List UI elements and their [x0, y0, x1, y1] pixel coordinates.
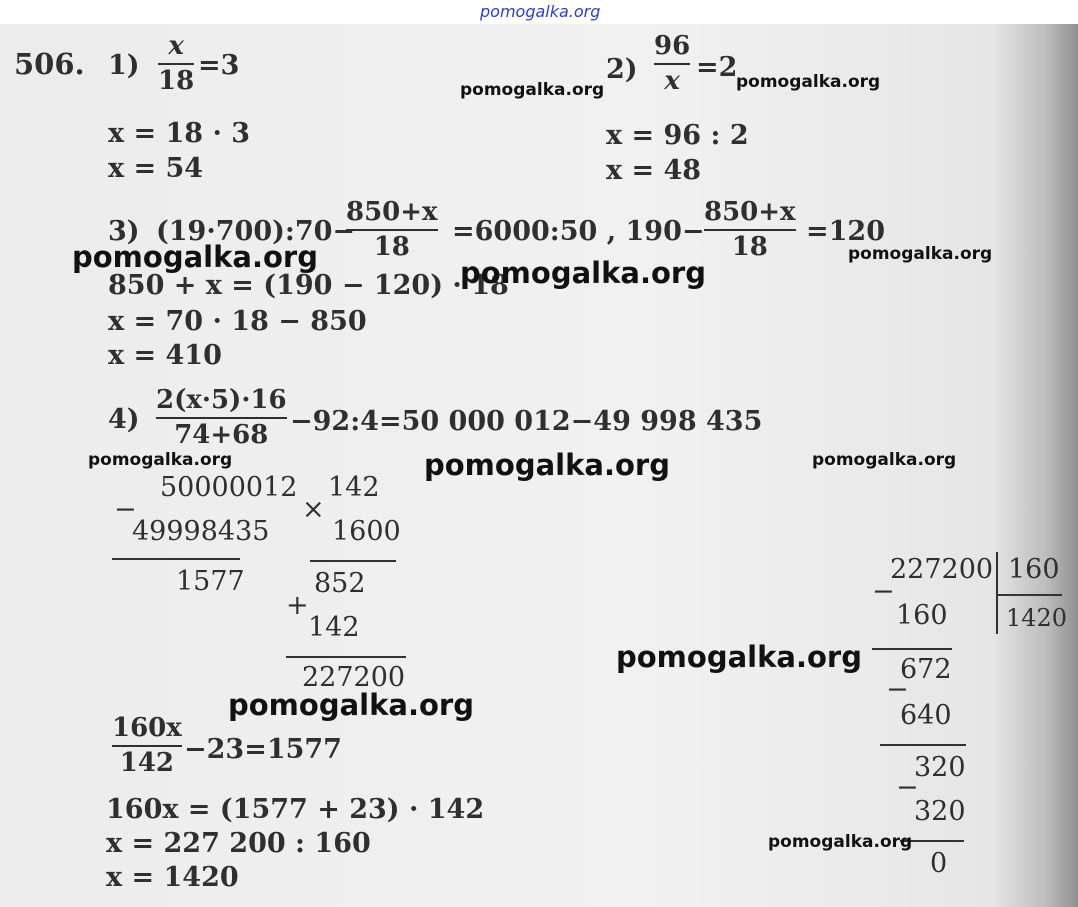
p4-step1: 160x = (1577 + 23) · 142: [106, 794, 485, 825]
sub-minuend: 50000012: [160, 472, 298, 503]
p3-step3: x = 410: [108, 340, 222, 371]
p3-numerator-2: 850+x: [704, 197, 796, 227]
div-quotient: 1420: [1006, 604, 1068, 632]
fraction-bar: [346, 229, 438, 231]
p1-numerator: x: [168, 31, 184, 61]
problem-number: 506.: [14, 47, 85, 81]
mul-factor-a: 142: [328, 472, 380, 503]
mul-partial-2: 142: [308, 612, 360, 643]
watermark: pomogalka.org: [736, 72, 881, 92]
p2-numerator: 96: [654, 31, 691, 61]
watermark: pomogalka.org: [848, 244, 993, 264]
p3-middle: =6000:50 , 190−: [452, 216, 705, 247]
p3-numerator-1: 850+x: [346, 197, 438, 227]
sub-result-line: [112, 558, 240, 560]
mul-partial-1: 852: [314, 568, 366, 599]
p4-step3: x = 1420: [106, 862, 239, 893]
p3-step2: x = 70 · 18 − 850: [108, 306, 367, 337]
div-minus-2: −: [886, 674, 909, 705]
p4-eq-rhs: −23=1577: [184, 734, 342, 765]
p1-rhs: =3: [198, 50, 240, 81]
p2-step1: x = 96 : 2: [606, 120, 749, 151]
sub-subtrahend: 49998435: [132, 516, 270, 547]
p3-denominator-1: 18: [373, 231, 410, 262]
div-row-1: 160: [896, 600, 948, 631]
sub-result: 1577: [176, 566, 245, 597]
fraction-bar: [158, 63, 194, 65]
p4-fraction: [156, 386, 287, 449]
p3-label: 3): [108, 216, 140, 247]
watermark: pomogalka.org: [812, 450, 957, 470]
div-minus-1: −: [872, 576, 895, 607]
div-divisor: 160: [1008, 554, 1060, 585]
div-line-1: [872, 648, 952, 650]
p1-step2: x = 54: [108, 153, 204, 184]
p3-fraction-2: [704, 198, 796, 261]
p1-fraction: [158, 32, 194, 95]
watermark-top: pomogalka.org: [480, 2, 601, 21]
p2-fraction: [654, 32, 690, 95]
div-remainder: 0: [930, 848, 948, 879]
p3-fraction-1: [346, 198, 438, 261]
p4-step2: x = 227 200 : 160: [106, 828, 371, 859]
div-row-5: 320: [914, 796, 966, 827]
sub-minus-sign: −: [114, 494, 137, 525]
div-row-2: 672: [900, 654, 952, 685]
mul-result-line: [286, 656, 406, 658]
watermark: pomogalka.org: [72, 240, 318, 274]
mul-result: 227200: [302, 662, 406, 693]
p4-numerator: 2(x·5)·16: [156, 385, 287, 415]
p1-denominator: 18: [158, 65, 195, 96]
div-vertical-line: [996, 552, 998, 634]
div-dividend: 227200: [890, 554, 994, 585]
watermark: pomogalka.org: [460, 256, 706, 290]
fraction-bar: [112, 745, 182, 747]
p2-label: 2): [606, 54, 638, 85]
p3-rhs: =120: [806, 216, 885, 247]
mul-factor-b: 1600: [332, 516, 401, 547]
p1-step1: x = 18 · 3: [108, 118, 251, 149]
p4-eq-numerator: 160x: [112, 713, 182, 743]
p3-denominator-2: 18: [731, 231, 768, 262]
div-row-4: 320: [914, 752, 966, 783]
p3-step1: 850 + x = (190 − 120) · 18: [108, 270, 509, 301]
p4-eq-fraction: [112, 714, 182, 777]
p4-eq-denominator: 142: [119, 747, 175, 778]
watermark: pomogalka.org: [616, 640, 862, 674]
div-quotient-line: [998, 594, 1062, 596]
watermark: pomogalka.org: [460, 80, 605, 100]
p2-rhs: =2: [696, 52, 738, 83]
watermark: pomogalka.org: [424, 448, 670, 482]
p4-label: 4): [108, 404, 140, 435]
p3-prefix: (19·700):70−: [156, 216, 356, 247]
div-row-3: 640: [900, 700, 952, 731]
add-sign: +: [286, 590, 309, 621]
p2-step2: x = 48: [606, 155, 702, 186]
mul-sign: ×: [302, 494, 325, 525]
fraction-bar: [156, 417, 287, 419]
fraction-bar: [654, 63, 690, 65]
watermark: pomogalka.org: [228, 688, 474, 722]
watermark: pomogalka.org: [768, 832, 913, 852]
div-line-2: [880, 744, 966, 746]
p4-denominator: 74+68: [174, 419, 269, 450]
p1-label: 1): [108, 50, 140, 81]
mul-line: [310, 560, 396, 562]
p4-rhs: −92:4=50 000 012−49 998 435: [290, 406, 763, 437]
watermark: pomogalka.org: [88, 450, 233, 470]
p2-denominator: x: [664, 65, 680, 96]
div-minus-3: −: [896, 772, 919, 803]
fraction-bar: [704, 229, 796, 231]
